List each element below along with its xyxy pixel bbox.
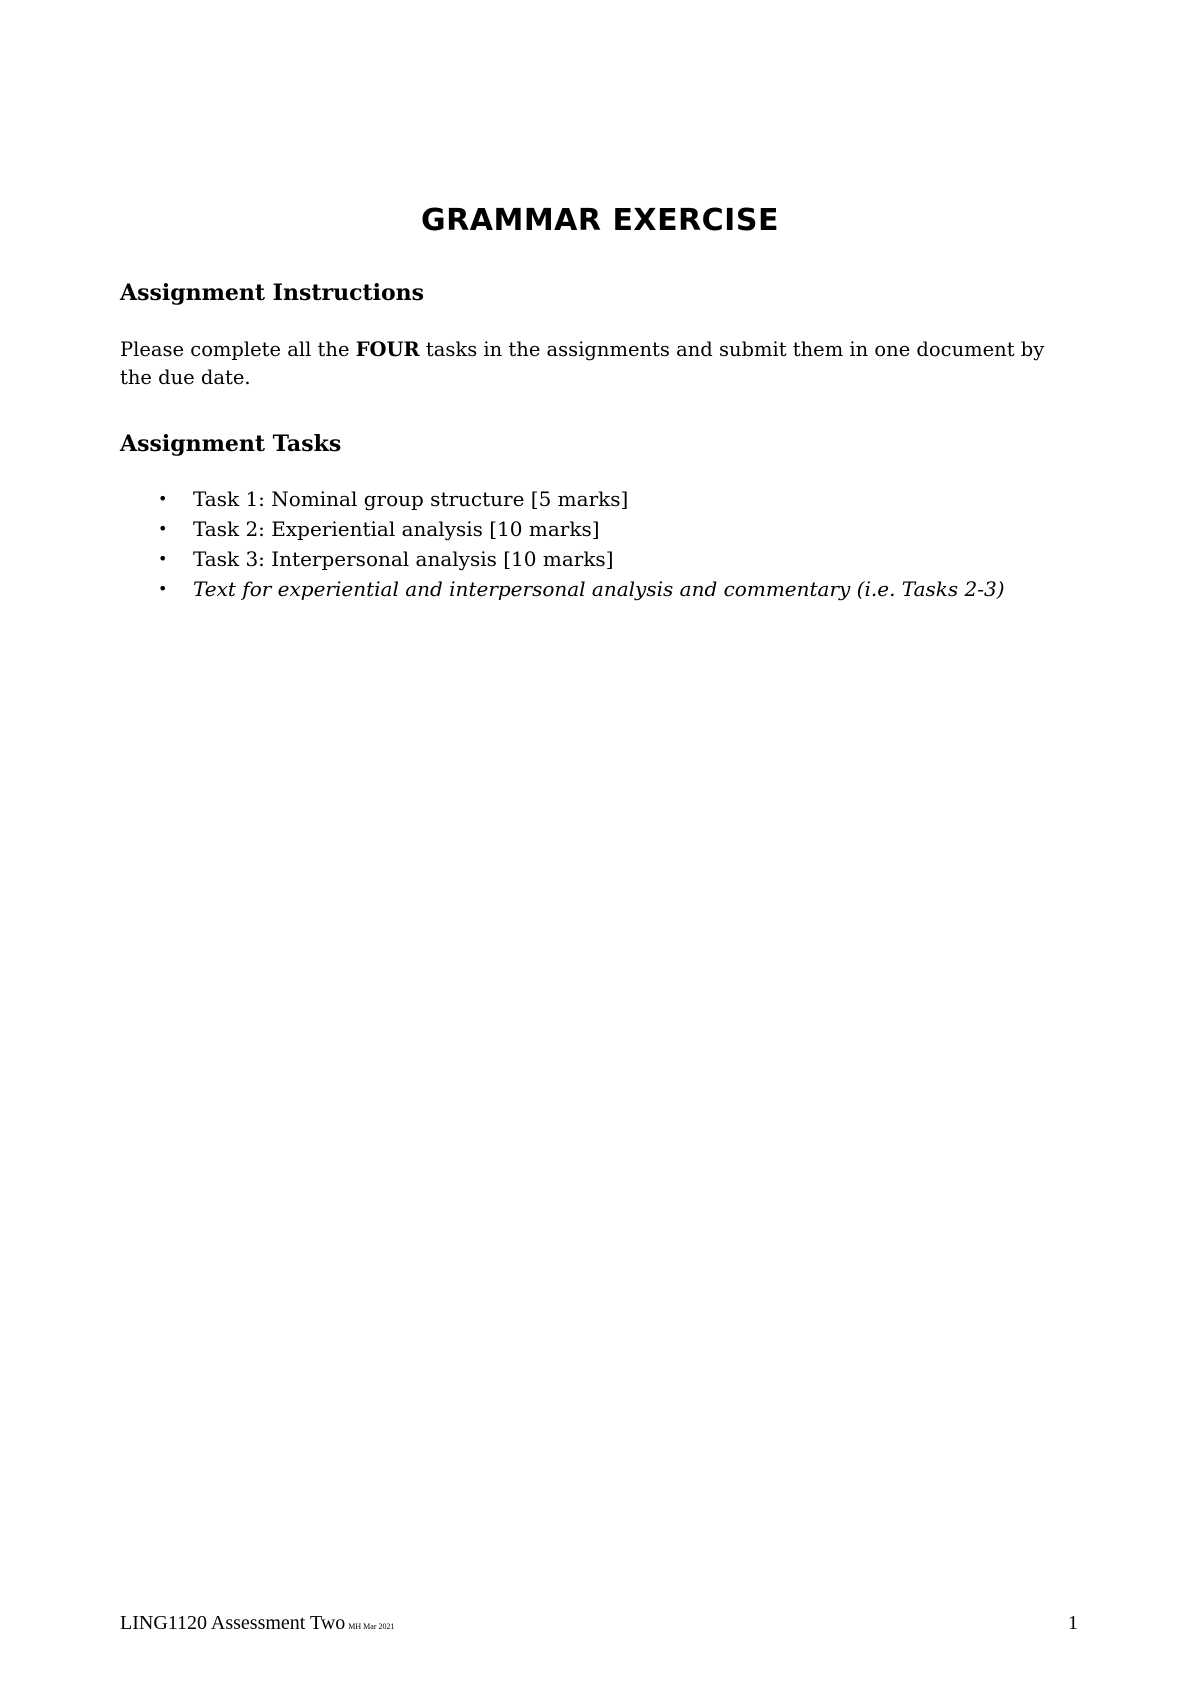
- bullet-icon: •: [158, 489, 168, 508]
- bullet-icon: •: [158, 579, 168, 598]
- list-item: [120, 514, 1100, 544]
- bullet-icon: •: [158, 519, 168, 538]
- list-item: [120, 544, 1100, 574]
- instructions-heading: Assignment Instructions: [120, 280, 425, 306]
- instructions-paragraph: [120, 336, 1080, 392]
- footer-small-note: MH Mar 2021: [348, 1622, 395, 1631]
- footer-course: [120, 1612, 394, 1635]
- task-label: Task 3: Interpersonal analysis [10 marks]: [193, 547, 614, 571]
- instructions-text-after: tasks in the assignments and submit them in one document by the due date.: [120, 338, 1045, 389]
- bullet-icon: •: [158, 549, 168, 568]
- task-label: Task 1: Nominal group structure [5 marks]: [193, 487, 629, 511]
- task-label: Task 2: Experiential analysis [10 marks]: [193, 517, 600, 541]
- instructions-emphasis: FOUR: [355, 338, 420, 361]
- document-title: GRAMMAR EXERCISE: [421, 203, 779, 238]
- list-item: [120, 574, 1100, 604]
- instructions-text-before: Please complete all the: [120, 338, 356, 361]
- task-label: Text for experiential and interpersonal analysis and commentary (i.e. Tasks 2-3): [193, 577, 1005, 601]
- tasks-heading: Assignment Tasks: [120, 431, 342, 457]
- page-number: 1: [1068, 1612, 1078, 1634]
- footer-course-label: LING1120 Assessment Two: [120, 1612, 346, 1634]
- task-list: [120, 484, 1100, 604]
- list-item: [120, 484, 1100, 514]
